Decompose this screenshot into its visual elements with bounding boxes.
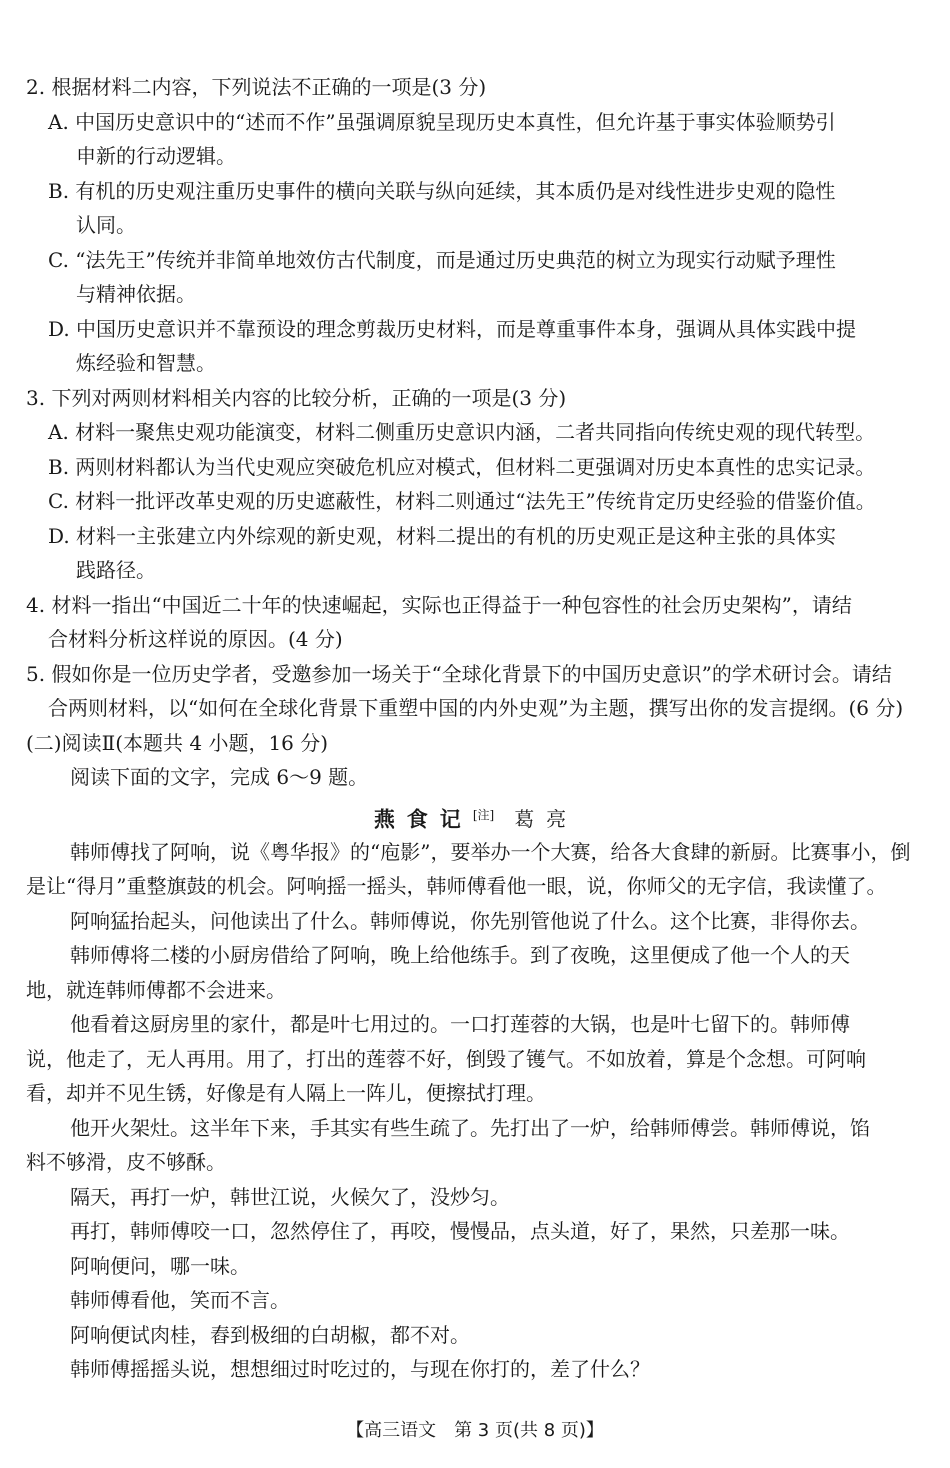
question-3 <box>26 381 926 588</box>
option-c-cont: 与精神依据。 <box>76 282 196 306</box>
story-line: 是让“得月”重整旗鼓的机会。阿响摇一摇头，韩师傅看他一眼，说，你师父的无字信，我读懂了。 <box>26 874 887 898</box>
story-line: 料不够滑，皮不够酥。 <box>26 1150 226 1174</box>
story-line: 阿响猛抬起头，问他读出了什么。韩师傅说，你先别管他说了什么。这个比赛，非得你去。 <box>70 908 870 933</box>
question-stem: 3. 下列对两则材料相关内容的比较分析，正确的一项是(3 分) <box>26 385 567 410</box>
question-5 <box>26 657 926 726</box>
option-d: D. 材料一主张建立内外综观的新史观，材料二提出的有机的历史观正是这种主张的具体实 <box>48 523 837 548</box>
story-line: 看，却并不见生锈，好像是有人隔上一阵儿，便擦拭打理。 <box>26 1081 546 1105</box>
story-line: 隔天，再打一炉，韩世江说，火候欠了，没炒匀。 <box>70 1184 510 1209</box>
option-b-cont: 认同。 <box>76 213 136 237</box>
story-line: 韩师傅摇摇头说，想想细过时吃过的，与现在你打的，差了什么？ <box>70 1357 650 1381</box>
question-2 <box>26 70 926 381</box>
story-line: 阿响便试肉桂，舂到极细的白胡椒，都不对。 <box>70 1322 470 1347</box>
option-b: B. 有机的历史观注重历史事件的横向关联与纵向延续，其本质仍是对线性进步史观的隐性 <box>48 178 836 203</box>
option-d-cont: 炼经验和智慧。 <box>76 351 216 375</box>
option-a-cont: 申新的行动逻辑。 <box>76 144 236 168</box>
story-title: 燕食记 <box>373 806 473 832</box>
footnote-marker: [注] <box>472 807 495 822</box>
story-line: 说，他走了，无人再用。用了，打出的莲蓉不好，倒毁了镬气。不如放着，算是个念想。可阿响 <box>26 1046 866 1071</box>
story-line: 再打，韩师傅咬一口，忽然停住了，再咬，慢慢品，点头道，好了，果然，只差那一味。 <box>70 1219 850 1243</box>
option-c: C. 材料一批评改革史观的历史遮蔽性，材料二则通过“法先王”传统肯定历史经验的借鉴价值。 <box>48 489 876 513</box>
story-line: 阿响便问，哪一味。 <box>70 1253 250 1278</box>
question-stem-cont: 合两则材料，以“如何在全球化背景下重塑中国的内外史观”为主题，撰写出你的发言提纲。(6 分) <box>48 696 904 720</box>
option-b: B. 两则材料都认为当代史观应突破危机应对模式，但材料二更强调对历史本真性的忠实记录。 <box>48 454 876 479</box>
story-line: 韩师傅将二楼的小厨房借给了阿响，晚上给他练手。到了夜晚，这里便成了他一个人的天 <box>70 943 850 967</box>
question-stem: 4. 材料一指出“中国近二十年的快速崛起，实际也正得益于一种包容性的社会历史架构”，请结 <box>26 592 852 617</box>
story-line: 他开火架灶。这半年下来，手其实有些生疏了。先打出了一炉，给韩师傅尝。韩师傅说，馅 <box>70 1115 870 1140</box>
page-footer: 【高三语文 第 3 页(共 8 页)】 <box>346 1420 604 1441</box>
question-4 <box>26 588 926 657</box>
story-author: 葛亮 <box>514 807 579 832</box>
option-a: A. 中国历史意识中的“述而不作”虽强调原貌呈现历史本真性，但允许基于事实体验顺势引 <box>48 109 836 134</box>
story-title-line <box>26 797 926 833</box>
question-stem-cont: 合材料分析这样说的原因。(4 分) <box>48 627 343 651</box>
story-body <box>26 835 926 1387</box>
option-a: A. 材料一聚焦史观功能演变，材料二侧重历史意识内涵，二者共同指向传统史观的现代转型。 <box>48 420 876 444</box>
section-heading: (二)阅读Ⅱ(本题共 4 小题，16 分) <box>26 730 329 755</box>
option-d-cont: 践路径。 <box>76 558 156 582</box>
option-d: D. 中国历史意识并不靠预设的理念剪裁历史材料，而是尊重事件本身，强调从具体实践中提 <box>48 316 857 341</box>
question-stem: 2. 根据材料二内容，下列说法不正确的一项是(3 分) <box>26 75 487 99</box>
story-line: 地，就连韩师傅都不会进来。 <box>26 977 286 1002</box>
option-c: C. “法先王”传统并非简单地效仿古代制度，而是通过历史典范的树立为现实行动赋予理性 <box>48 247 836 272</box>
story-line: 韩师傅找了阿响，说《粤华报》的“庖影”，要举办一个大赛，给各大食肆的新厨。比赛事小，倒 <box>70 839 911 864</box>
question-stem: 5. 假如你是一位历史学者，受邀参加一场关于“全球化背景下的中国历史意识”的学术研讨会。请结 <box>26 661 892 686</box>
section-instruction: 阅读下面的文字，完成 6～9 题。 <box>70 765 369 789</box>
story-line: 他看着这厨房里的家什，都是叶七用过的。一口打莲蓉的大锅，也是叶七留下的。韩师傅 <box>70 1012 850 1036</box>
page-content <box>26 70 926 1387</box>
story-line: 韩师傅看他，笑而不言。 <box>70 1288 290 1312</box>
